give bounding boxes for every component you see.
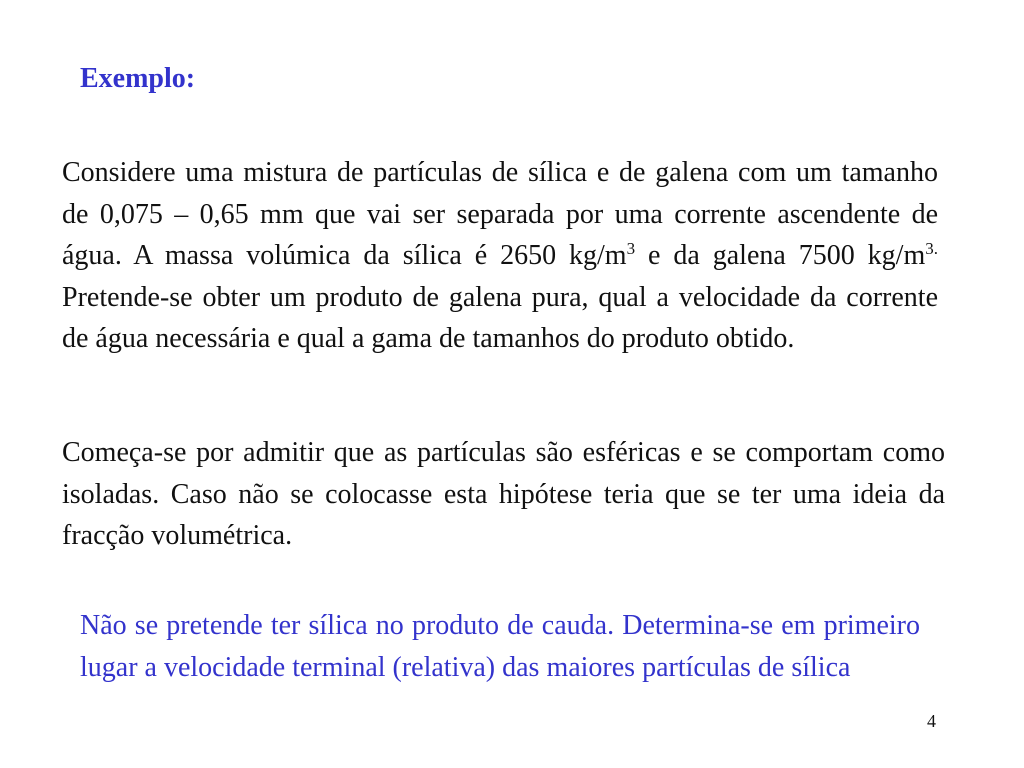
slide-title: Exemplo: xyxy=(80,63,196,94)
superscript-2: 3. xyxy=(925,239,938,258)
assumption-paragraph: Começa-se por admitir que as partículas são esféricas e se comportam como isoladas. Caso não se colocasse esta hipótese teria que se ter uma ideia da fracção volumétrica. xyxy=(62,437,945,551)
page-number: 4 xyxy=(927,711,936,731)
problem-statement xyxy=(62,152,938,360)
problem-text-part3: Pretende-se obter um produto de galena pura, qual a velocidade da corrente de água necessária e qual a gama de tamanhos do produto obtido. xyxy=(62,281,938,354)
problem-text-part2: e da galena 7500 kg/m xyxy=(635,240,926,271)
superscript-1: 3 xyxy=(626,239,636,258)
problem-text-part1: Considere uma mistura de partículas de sílica e de galena com um tamanho de 0,075 – 0,65 mm que vai ser separada por uma corrente ascendente de água. A massa volúmica da sílica é 2650 kg/m xyxy=(62,157,938,271)
note-paragraph: Não se pretende ter sílica no produto de cauda. Determina-se em primeiro lugar a velocidade terminal (relativa) das maiores partículas de sílica xyxy=(80,610,920,683)
